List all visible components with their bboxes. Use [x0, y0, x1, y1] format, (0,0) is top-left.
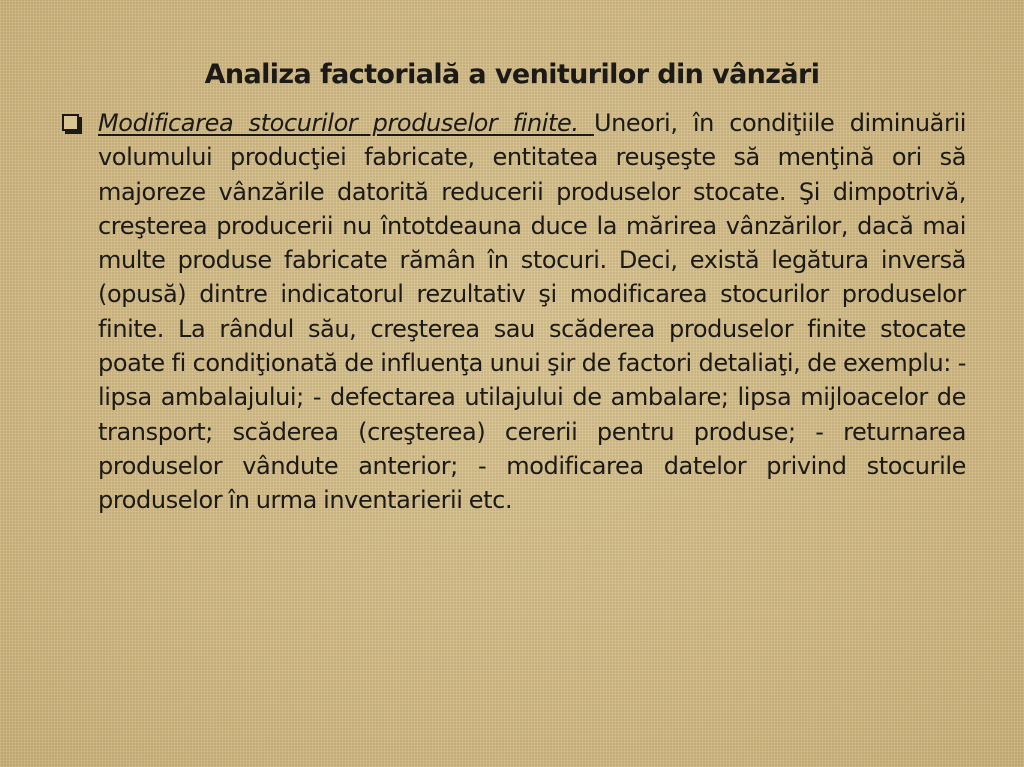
slide-title: Analiza factorială a veniturilor din vânzări: [204, 59, 820, 90]
checkbox-bullet-icon: [62, 114, 79, 131]
bullet-body-text: Uneori, în condiţiile diminuării volumului producţiei fabricate, entitatea reuşeşte să menţină ori să majoreze vânzările datorită reducerii produselor stocate. Şi dimpotrivă, creşterea producerii nu întotdeauna duce la mărirea vânzărilor, dacă mai multe produse fabricate rămân în stocuri. Deci, există legătura inversă (opusă) dintre indicatorul rezultativ şi modificarea stocurilor produselor finite. La rândul său, creşterea sau scăderea produselor finite stocate poate fi condiţionată de influenţa unui şir de factori detaliaţi, de exemplu: - lipsa ambalajului; - defectarea utilajului de ambalare; lipsa mijloacelor de transport; scăderea (creşterea) cererii pentru produse; - returnarea produselor vândute anterior; - modificarea datelor privind stocurile produselor în urma inventarierii etc.: [98, 109, 966, 515]
bullet-paragraph: [98, 106, 966, 518]
bullet-lead-phrase: Modificarea stocurilor produselor finite.: [98, 109, 594, 137]
